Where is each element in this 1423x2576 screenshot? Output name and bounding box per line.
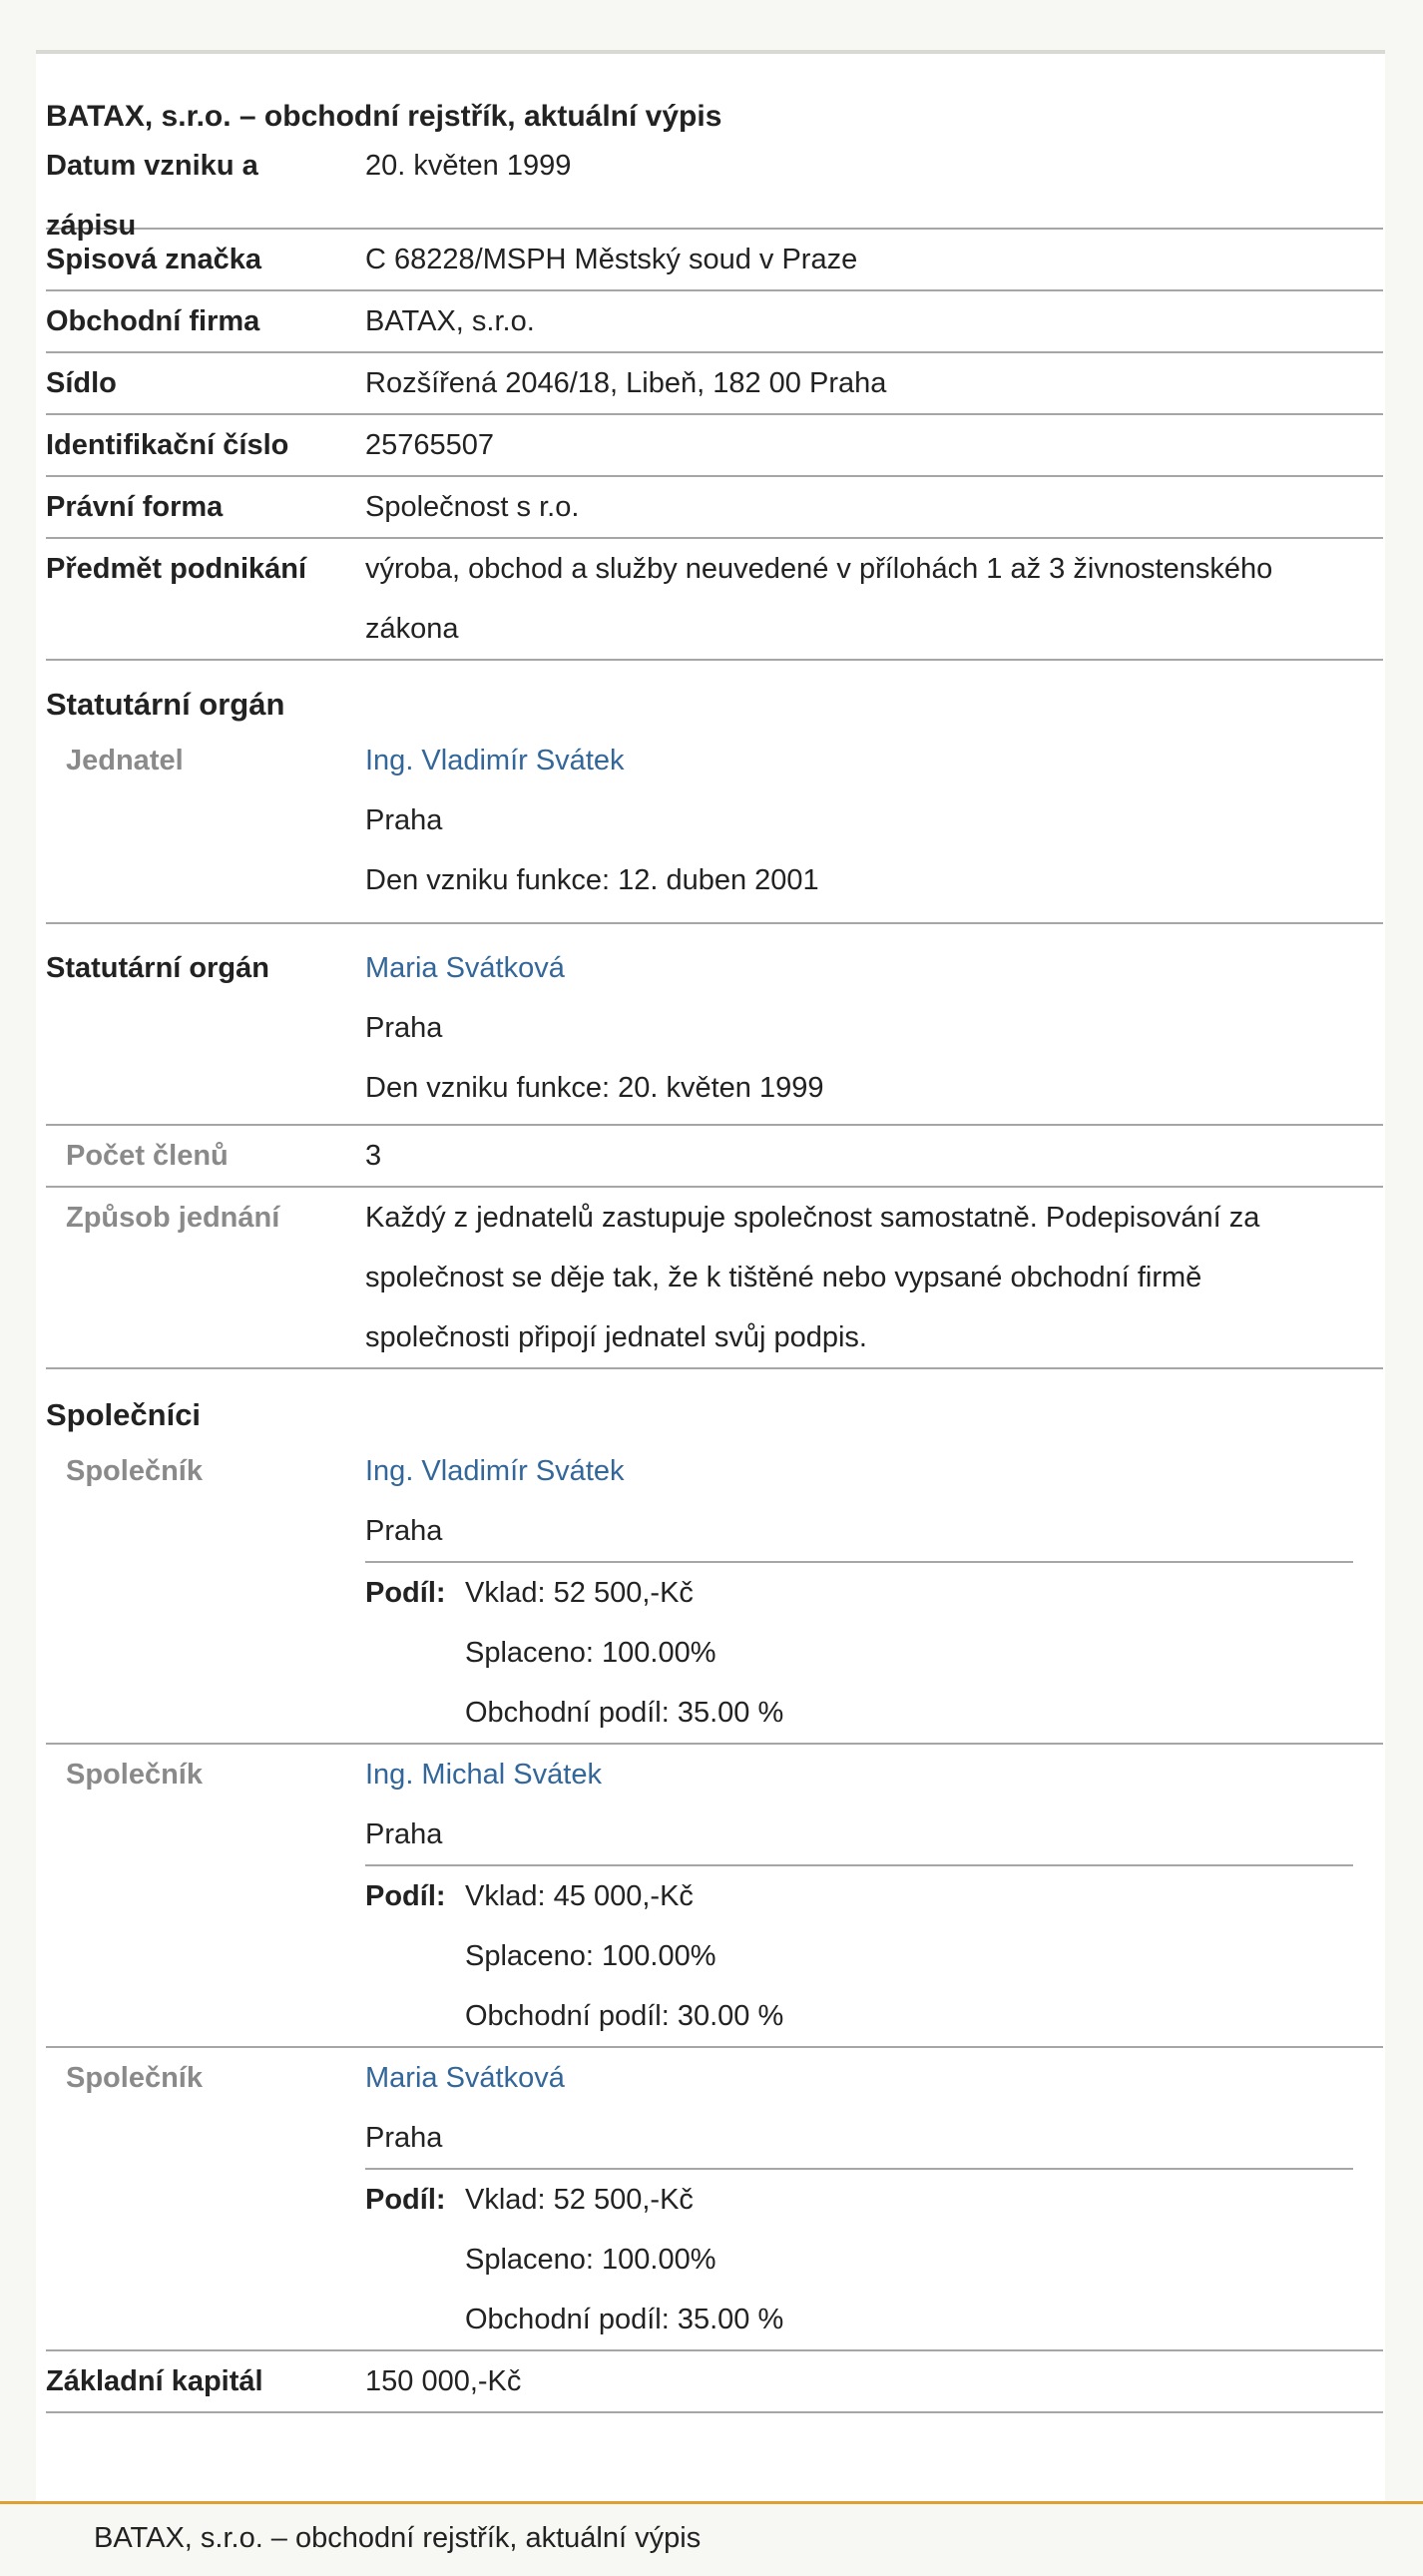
row-label: Spisová značka (46, 244, 261, 275)
value-line: Každý z jednatelů zastupuje společnost samostatně. Podepisování za (365, 1202, 1260, 1234)
row-label: Způsob jednání (66, 1202, 280, 1234)
row-datum (46, 136, 1383, 242)
row-spisova-znacka (46, 230, 1383, 291)
row-label: Počet členů (66, 1140, 229, 1172)
row-zakladni-kapital (46, 2351, 1383, 2413)
podil-label: Podíl: (365, 1577, 446, 1609)
footer-bar (0, 2501, 1423, 2576)
function-since: Den vzniku funkce: 20. květen 1999 (365, 1072, 824, 1104)
row-statutarni-organ (46, 924, 1383, 1126)
row-label (46, 136, 365, 242)
person-city: Praha (365, 2122, 443, 2154)
vklad: Vklad: 52 500,-Kč (465, 1577, 694, 1609)
function-since: Den vzniku funkce: 12. duben 2001 (365, 864, 819, 896)
row-zpusob-jednani (46, 1188, 1383, 1369)
row-label: Společník (66, 1759, 203, 1791)
vklad: Vklad: 45 000,-Kč (465, 1880, 694, 1912)
person-city: Praha (365, 1818, 443, 1850)
vklad: Vklad: 52 500,-Kč (465, 2184, 694, 2216)
section-heading-statutarni: Statutární orgán (46, 687, 285, 722)
row-jednatel (46, 731, 1383, 924)
label-line: zápisu (46, 210, 137, 242)
register-content (46, 54, 1383, 2413)
row-label: Sídlo (46, 367, 117, 399)
podil-values (465, 1563, 1353, 1743)
podil-block (365, 2168, 1353, 2349)
section-heading-spolecnici: Společníci (46, 1397, 202, 1432)
person-link[interactable]: Ing. Vladimír Svátek (365, 1455, 625, 1487)
obchodni-podil: Obchodní podíl: 35.00 % (465, 2304, 784, 2335)
podil-values (465, 1866, 1353, 2046)
row-value (365, 539, 1383, 659)
row-value: C 68228/MSPH Městský soud v Praze (365, 244, 858, 275)
person-link[interactable]: Maria Svátková (365, 952, 565, 984)
page-title: BATAX, s.r.o. – obchodní rejstřík, aktuální výpis (46, 100, 722, 133)
obchodni-podil: Obchodní podíl: 35.00 % (465, 1697, 784, 1729)
label-line: Datum vzniku a (46, 150, 258, 182)
value-line: společnost se děje tak, že k tištěné nebo vypsané obchodní firmě (365, 1262, 1202, 1293)
value-line: zákona (365, 613, 459, 645)
row-label: Obchodní firma (46, 305, 260, 337)
podil-block (365, 1864, 1353, 2046)
row-value: 25765507 (365, 429, 495, 461)
row-value (365, 1441, 1383, 1743)
row-value: Společnost s r.o. (365, 491, 580, 523)
person-link[interactable]: Ing. Michal Svátek (365, 1759, 602, 1791)
footer-text: BATAX, s.r.o. – obchodní rejstřík, aktuální výpis (94, 2522, 702, 2554)
person-city: Praha (365, 1012, 443, 1044)
podil-label: Podíl: (365, 2184, 446, 2216)
row-label: Společník (66, 1455, 203, 1487)
obchodni-podil: Obchodní podíl: 30.00 % (465, 2000, 784, 2032)
row-label: Právní forma (46, 491, 224, 523)
row-label: Statutární orgán (46, 952, 269, 984)
row-label: Identifikační číslo (46, 429, 289, 461)
row-value (365, 731, 1383, 922)
value-line: výroba, obchod a služby neuvedené v přílohách 1 až 3 živnostenského (365, 553, 1273, 585)
person-link[interactable]: Maria Svátková (365, 2062, 565, 2094)
row-predmet (46, 539, 1383, 661)
row-pravni-forma (46, 477, 1383, 539)
row-value: BATAX, s.r.o. (365, 305, 535, 337)
row-value (365, 2048, 1383, 2349)
row-spolecnik (46, 1441, 1383, 1745)
person-link[interactable]: Ing. Vladimír Svátek (365, 745, 625, 776)
row-label: Jednatel (66, 745, 184, 776)
podil-label: Podíl: (365, 1880, 446, 1912)
row-value (365, 1745, 1383, 2046)
row-obchodni-firma (46, 291, 1383, 353)
person-city: Praha (365, 804, 443, 836)
row-value: Rozšířená 2046/18, Libeň, 182 00 Praha (365, 367, 887, 399)
row-value: 3 (365, 1140, 382, 1172)
podil-values (465, 2170, 1353, 2349)
register-card (36, 50, 1385, 2505)
row-label: Společník (66, 2062, 203, 2094)
splaceno: Splaceno: 100.00% (465, 2244, 716, 2276)
row-label: Základní kapitál (46, 2365, 263, 2397)
row-spolecnik (46, 1745, 1383, 2048)
podil-block (365, 1561, 1353, 1743)
row-value (365, 1188, 1383, 1367)
row-value: 150 000,-Kč (365, 2365, 522, 2397)
row-sidlo (46, 353, 1383, 415)
row-label: Předmět podnikání (46, 553, 307, 585)
row-value: 20. květen 1999 (365, 150, 572, 182)
value-line: společnosti připojí jednatel svůj podpis. (365, 1321, 867, 1353)
row-ico (46, 415, 1383, 477)
row-spolecnik (46, 2048, 1383, 2351)
splaceno: Splaceno: 100.00% (465, 1637, 716, 1669)
splaceno: Splaceno: 100.00% (465, 1940, 716, 1972)
row-value (365, 938, 1383, 1124)
person-city: Praha (365, 1515, 443, 1547)
row-pocet-clenu (46, 1126, 1383, 1188)
